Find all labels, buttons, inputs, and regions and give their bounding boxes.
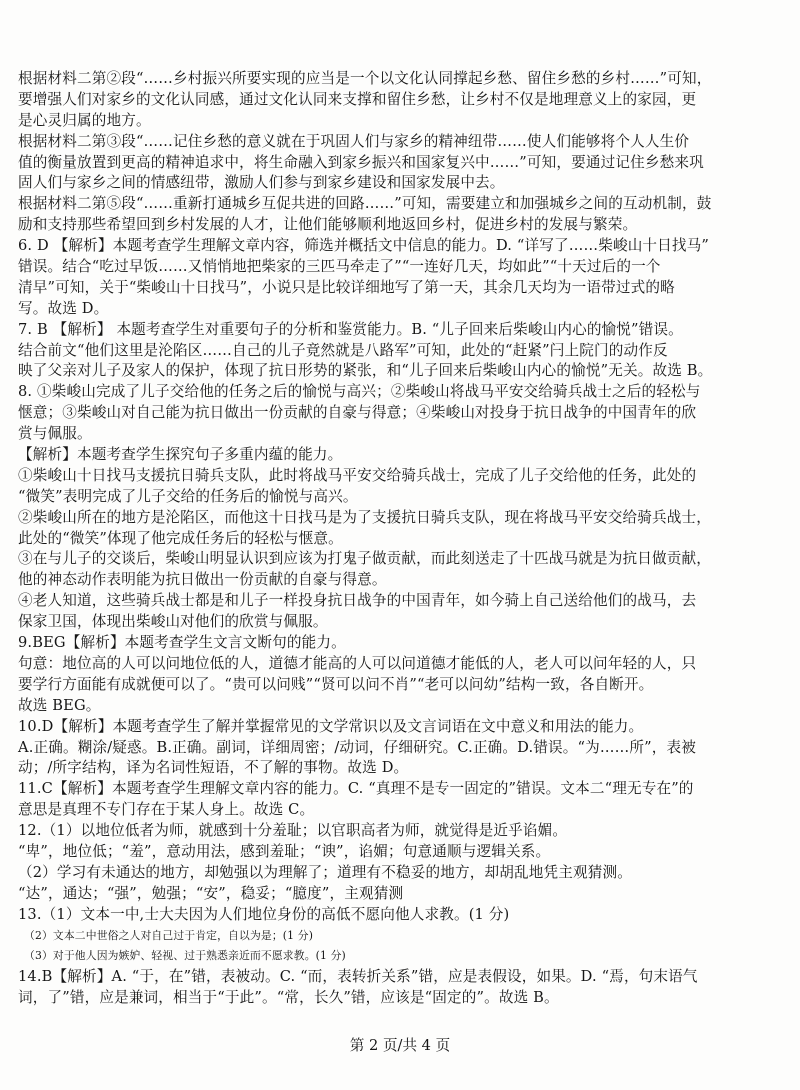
text-line: 9.BEG【解析】本题考查学生文言文断句的能力。	[18, 634, 346, 652]
text-line: 根据材料二第③段“……记住乡愁的意义就在于巩固人们与家乡的精神纽带……使人们能够将个人人生价	[18, 132, 690, 150]
text-line: 12.（1）以地位低者为师，就感到十分羞耻；以官职高者为师，就觉得是近乎谄媚。	[18, 822, 568, 840]
text-line: 动；/所字结构，译为名词性短语，不了解的事物。故选 D。	[18, 759, 409, 777]
text-line: 根据材料二第⑤段“……重新打通城乡互促共进的回路……”可知，需要建立和加强城乡之间的互动机制，鼓	[18, 195, 712, 213]
text-line: A.正确。糊涂/疑惑。B.正确。副词，详细周密；/动词，仔细研究。C.正确。D.错误。“为……所”，表被	[18, 738, 696, 756]
text-line: 意思是真理不专门存在于某人身上。故选 C。	[18, 801, 315, 819]
text-line: 8. ①柴峻山完成了儿子交给他的任务之后的愉悦与高兴；②柴峻山将战马平安交给骑兵战士之后的轻松与	[18, 383, 701, 401]
text-line: 惬意；③柴峻山对自己能为抗日做出一份贡献的自豪与得意；④柴峻山对投身于抗日战争的中国青年的欣	[18, 404, 697, 422]
text-line: 10.D【解析】本题考查学生了解并掌握常见的文学常识以及文言词语在文中意义和用法的能力。	[18, 717, 644, 735]
text-line: ①柴峻山十日找马支援抗日骑兵支队，此时将战马平安交给骑兵战士，完成了儿子交给他的任务，此处的	[18, 466, 697, 484]
text-line: “达”，通达；“强”，勉强；“安”，稳妥；“臆度”，主观猜测	[18, 884, 404, 902]
text-line: 6. D 【解析】本题考查学生理解文章内容，筛选并概括文中信息的能力。D. “详写了……柴峻山十日找马”	[18, 237, 710, 255]
text-line: （2）学习有未通达的地方，却勉强以为理解了；道理有不稳妥的地方，却胡乱地凭主观猜测。	[18, 863, 632, 881]
text-line: 根据材料二第②段“……乡村振兴所要实现的应当是一个以文化认同撑起乡愁、留住乡愁的乡村……”可知，	[18, 70, 712, 87]
text-line: 错误。结合“吃过早饭……又悄悄地把柴家的三匹马牵走了”“一连好几天，均如此”“十天过后的一个	[18, 258, 661, 276]
text-line: 是心灵归属的地方。	[18, 111, 151, 129]
text-line: ④老人知道，这些骑兵战士都是和儿子一样投身抗日战争的中国青年，如今骑上自己送给他们的战马，去	[18, 592, 697, 610]
text-line: ②柴峻山所在的地方是沦陷区，而他这十日找马是为了支援抗日骑兵支队，现在将战马平安交给骑兵战士，	[18, 508, 711, 526]
text-line: “卑”，地位低；“羞”，意动用法，感到羞耻；“谀”，谄媚；句意通顺与逻辑关系。	[18, 842, 551, 860]
text-line: 值的衡量放置到更高的精神追求中，将生命融入到家乡振兴和国家复兴中……”可知，要通过记住乡愁来巩	[18, 153, 704, 171]
page-number: 第 2 页/共 4 页	[349, 1037, 451, 1054]
text-line: 固人们与家乡之间的情感纽带，激励人们参与到家乡建设和国家发展中去。	[18, 174, 505, 192]
text-line: 句意：地位高的人可以问地位低的人，道德才能高的人可以问道德才能低的人，老人可以问年轻的人，只	[18, 654, 697, 672]
text-line: ③在与儿子的交谈后，柴峻山明显认识到应该为打鬼子做贡献，而此刻送走了十匹战马就是为抗日做贡献，	[18, 550, 711, 568]
text-line: 赏与佩服。	[18, 425, 92, 443]
text-line: （2）文本二中世俗之人对自己过于肯定，自以为是；(1 分)	[24, 928, 314, 942]
text-line: 14.B【解析】A. “于，在”错，表被动。C. “而，表转折关系”错，应是表假设，如果。D. “焉，句末语气	[18, 968, 698, 986]
text-line: 励和支持那些希望回到乡村发展的人才，让他们能够顺利地返回乡村，促进乡村的发展与繁荣。	[18, 216, 638, 234]
text-line: 13.（1）文本一中,士大夫因为人们地位身份的高低不愿向他人求教。(1 分)	[18, 905, 510, 923]
text-line: 7. B 【解析】 本题考查学生对重要句子的分析和鉴赏能力。B. “儿子回来后柴峻山内心的愉悦”错误。	[18, 320, 683, 338]
text-line: 写。故选 D。	[18, 299, 109, 317]
text-line: 此处的“微笑”体现了他完成任务后的轻松与惬意。	[18, 529, 343, 547]
text-line: 要学行方面能有成就便可以了。“贵可以问贱”“贤可以问不肖”“老可以问幼”结构一致，各自断开。	[18, 675, 654, 693]
text-line: 要增强人们对家乡的文化认同感，通过文化认同来支撑和留住乡愁，让乡村不仅是地理意义上的家园，更	[18, 90, 697, 108]
answer-analysis-body	[18, 69, 782, 1009]
text-line: 11.C【解析】本题考查学生理解文章内容的能力。C. “真理不是专一固定的”错误。文本二“理无专在”的	[18, 780, 694, 798]
text-line: 结合前文“他们这里是沦陷区……自己的儿子竟然就是八路军”可知，此处的“赶紧”闩上院门的动作反	[18, 341, 668, 359]
text-line: “微笑”表明完成了儿子交给的任务后的愉悦与高兴。	[18, 487, 358, 505]
text-line: 他的神态动作表明能为抗日做出一份贡献的自豪与得意。	[18, 571, 387, 589]
text-line: 词，了”错，应是兼词，相当于“于此”。“常，长久”错，应该是“固定的”。故选 B。	[18, 989, 559, 1007]
text-line: 【解析】本题考查学生探究句子多重内蕴的能力。	[18, 446, 343, 464]
text-line: 保家卫国，体现出柴峻山对他们的欣赏与佩服。	[18, 613, 328, 631]
text-line: 清早”可知，关于“柴峻山十日找马”，小说只是比较详细地写了第一天，其余几天均为一语带过式的略	[18, 278, 675, 296]
text-line: 映了父亲对儿子及家人的保护，体现了抗日形势的紧张，和“儿子回来后柴峻山内心的愉悦”无关。故选 B。	[18, 362, 713, 380]
text-line: （3）对于他人因为嫉妒、轻视、过于熟悉亲近而不愿求教。(1 分)	[24, 949, 346, 963]
text-line: 故选 BEG。	[18, 696, 101, 714]
